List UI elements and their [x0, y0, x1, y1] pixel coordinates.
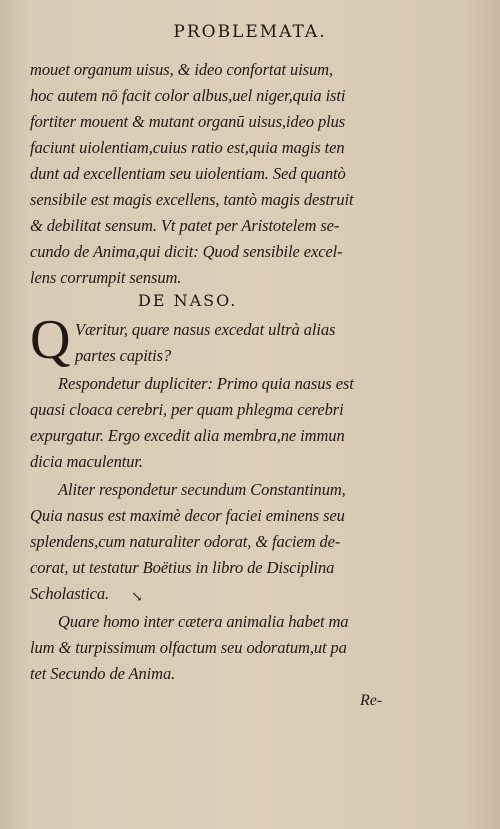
- text-line: cundo de Anima,qui dicit: Quod sensibile excel-: [30, 242, 343, 261]
- text-line: dunt ad excellentiam seu uiolentiam. Sed quantò: [30, 164, 346, 183]
- text-line: mouet organum uisus, & ideo confortat uisum,: [30, 60, 333, 79]
- drop-cap: Q: [30, 309, 71, 371]
- text-line: quasi cloaca cerebri, per quam phlegma cerebri: [30, 400, 344, 419]
- text-line: tet Secundo de Anima.: [30, 664, 176, 683]
- text-line: partes capitis?: [75, 346, 172, 365]
- text-line: Væritur, quare nasus excedat ultrà alias: [75, 320, 336, 339]
- text-line: faciunt uiolentiam,cuius ratio est,quia magis ten: [30, 138, 345, 157]
- text-line: splendens,cum naturaliter odorat, & faciem de-: [30, 532, 341, 551]
- text-line: Aliter respondetur secundum Constantinum,: [58, 480, 346, 499]
- text-line: lum & turpissimum olfactum seu odoratum,ut pa: [30, 638, 347, 657]
- arrow-mark-icon: ↘: [131, 589, 143, 605]
- text-line: fortiter mouent & mutant organū uisus,ideo plus: [30, 112, 346, 131]
- text-line: dicia maculentur.: [30, 452, 143, 471]
- text-line: hoc autem nō facit color albus,uel niger,quia isti: [30, 86, 346, 105]
- text-line: & debilitat sensum. Vt patet per Aristotelem se-: [30, 216, 340, 235]
- catchword: Re-: [360, 692, 383, 709]
- text-line: Quia nasus est maximè decor faciei eminens seu: [30, 506, 345, 525]
- text-line: lens corrumpit sensum.: [30, 268, 182, 287]
- text-line: sensibile est magis excellens, tantò magis destruit: [30, 190, 354, 209]
- text-line: corat, ut testatur Boëtius in libro de Disciplina: [30, 558, 335, 577]
- text-line: Quare homo inter cætera animalia habet ma: [58, 612, 349, 631]
- text-line: Scholastica.: [30, 584, 109, 603]
- running-title: PROBLEMATA.: [173, 22, 327, 42]
- section-title: DE NASO.: [138, 291, 238, 310]
- text-line: Respondetur dupliciter: Primo quia nasus est: [58, 374, 354, 393]
- text-line: expurgatur. Ergo excedit alia membra,ne immun: [30, 426, 345, 445]
